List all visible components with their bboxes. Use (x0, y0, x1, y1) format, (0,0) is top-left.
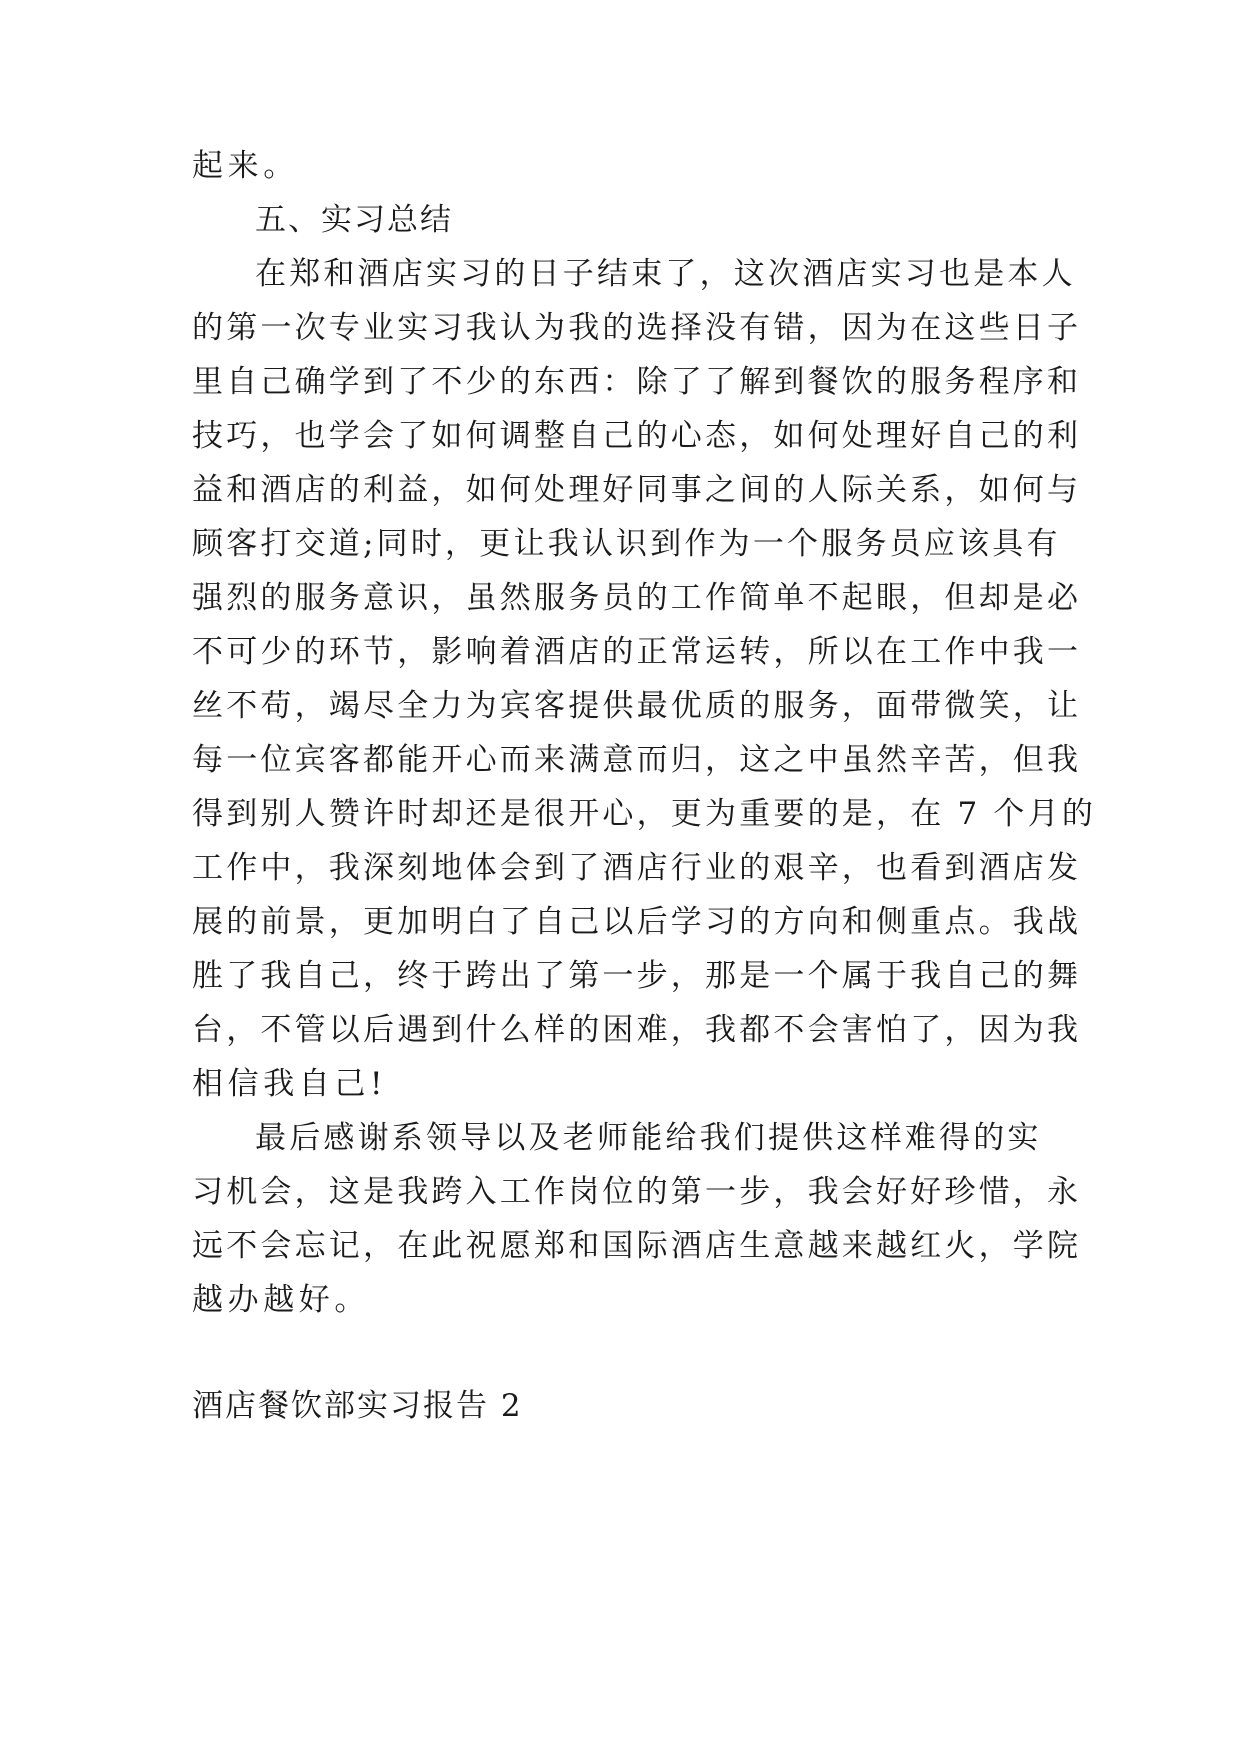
text-line: 丝不苟，竭尽全力为宾客提供最优质的服务，面带微笑，让 (192, 688, 1082, 724)
text-line: 得到别人赞许时却还是很开心，更为重要的是，在 7 个月的 (192, 796, 1097, 832)
text-line: 的第一次专业实习我认为我的选择没有错，因为在这些日子 (192, 310, 1082, 346)
text-line: 起来。 (192, 148, 299, 184)
text-line: 胜了我自己，终于跨出了第一步，那是一个属于我自己的舞 (192, 958, 1082, 994)
text-line: 每一位宾客都能开心而来满意而归，这之中虽然辛苦，但我 (192, 742, 1082, 778)
text-line: 最后感谢系领导以及老师能给我们提供这样难得的实 (255, 1120, 1042, 1156)
text-line: 台，不管以后遇到什么样的困难，我都不会害怕了，因为我 (192, 1012, 1082, 1048)
text-line: 里自己确学到了不少的东西：除了了解到餐饮的服务程序和 (192, 364, 1082, 400)
text-line: 相信我自己! (192, 1066, 388, 1102)
text-line: 工作中，我深刻地体会到了酒店行业的艰辛，也看到酒店发 (192, 850, 1082, 886)
text-line: 技巧，也学会了如何调整自己的心态，如何处理好自己的利 (192, 418, 1082, 454)
text-line: 顾客打交道;同时，更让我认识到作为一个服务员应该具有 (192, 526, 1061, 562)
document-title: 酒店餐饮部实习报告 2 (192, 1388, 523, 1424)
section-heading: 五、实习总结 (255, 202, 453, 238)
text-line: 越办越好。 (192, 1282, 370, 1318)
text-line: 强烈的服务意识，虽然服务员的工作简单不起眼，但却是必 (192, 580, 1082, 616)
text-line: 益和酒店的利益，如何处理好同事之间的人际关系，如何与 (192, 472, 1082, 508)
text-line: 习机会，这是我跨入工作岗位的第一步，我会好好珍惜，永 (192, 1174, 1082, 1210)
text-line: 不可少的环节，影响着酒店的正常运转，所以在工作中我一 (192, 634, 1082, 670)
text-line: 展的前景，更加明白了自己以后学习的方向和侧重点。我战 (192, 904, 1082, 940)
text-line: 远不会忘记，在此祝愿郑和国际酒店生意越来越红火，学院 (192, 1228, 1082, 1264)
text-line: 在郑和酒店实习的日子结束了，这次酒店实习也是本人 (255, 256, 1076, 292)
